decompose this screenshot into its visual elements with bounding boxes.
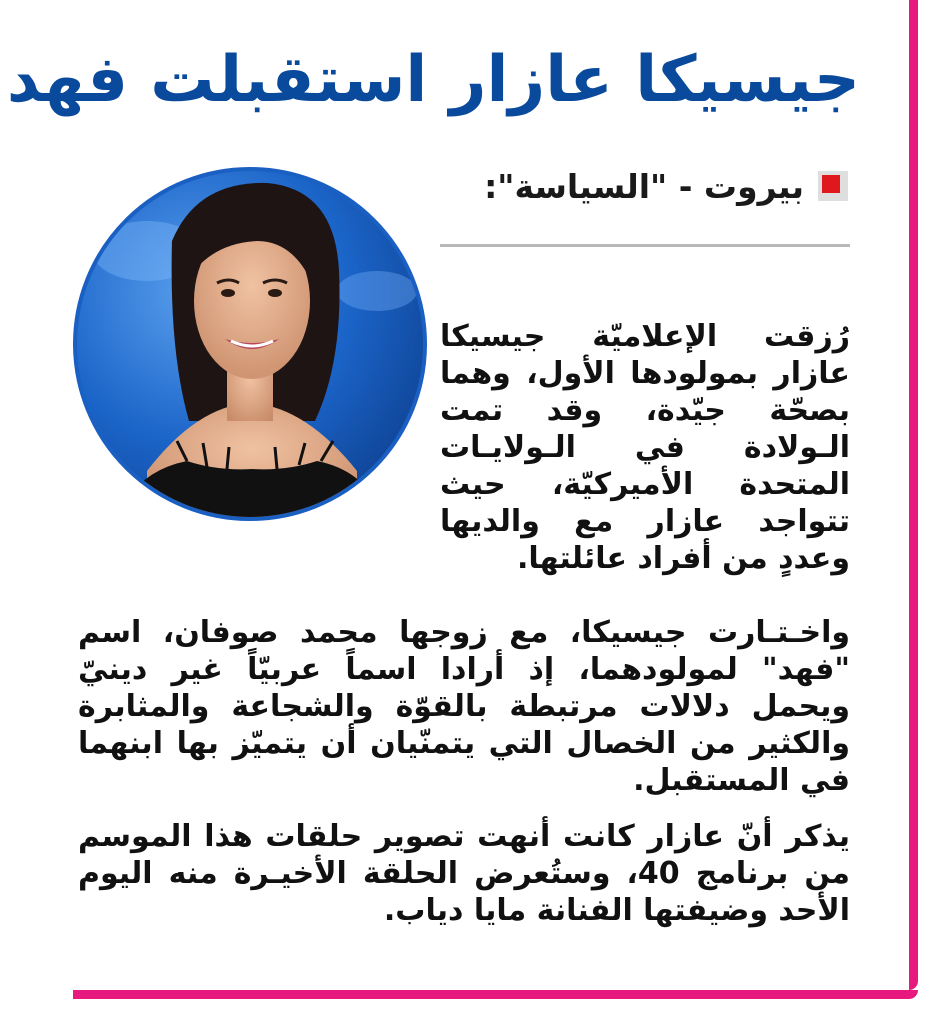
byline-text: بيروت - "السياسة":	[484, 166, 804, 206]
byline-divider	[440, 244, 850, 247]
red-square-bullet-icon	[818, 171, 848, 201]
portrait-illustration	[77, 171, 423, 517]
magenta-frame-right	[909, 0, 918, 990]
paragraph-3: يذكر أنّ عازار كانت أنهت تصوير حلقات هذا الموسم من برنامج 40، وستُعرض الحلقة الأخيـرة منه اليوم الأحد وضيفتها الفنانة مايا دياب.	[78, 819, 850, 928]
byline	[440, 163, 850, 209]
paragraph-2: واخـتـارت جيسيكا، مع زوجها محمد صوفان، اسم "فهد" لمولودهما، إذ أرادا اسماً عربيّاً غير دينيّ ويحمل دلالات مرتبطة بالقوّة والشجاعة والمثابرة والكثير من الخصال التي يتمنّيان أن يتميّز بها ابنهما في المستقبل.	[78, 615, 850, 798]
paragraph-1: رُزقت الإعلاميّة جيسيكا عازار بمولودها الأول، وهما بصحّة جيّدة، وقد تمت الـولادة في الـولايـات المتحدة الأميركيّة، حيث تتواجد عازار مع والديها وعددٍ من أفراد عائلتها.	[440, 319, 850, 576]
article-headline: جيسيكا عازار استقبلت فهد	[6, 43, 860, 117]
portrait-photo	[73, 167, 427, 521]
magenta-frame-bottom	[73, 990, 918, 999]
